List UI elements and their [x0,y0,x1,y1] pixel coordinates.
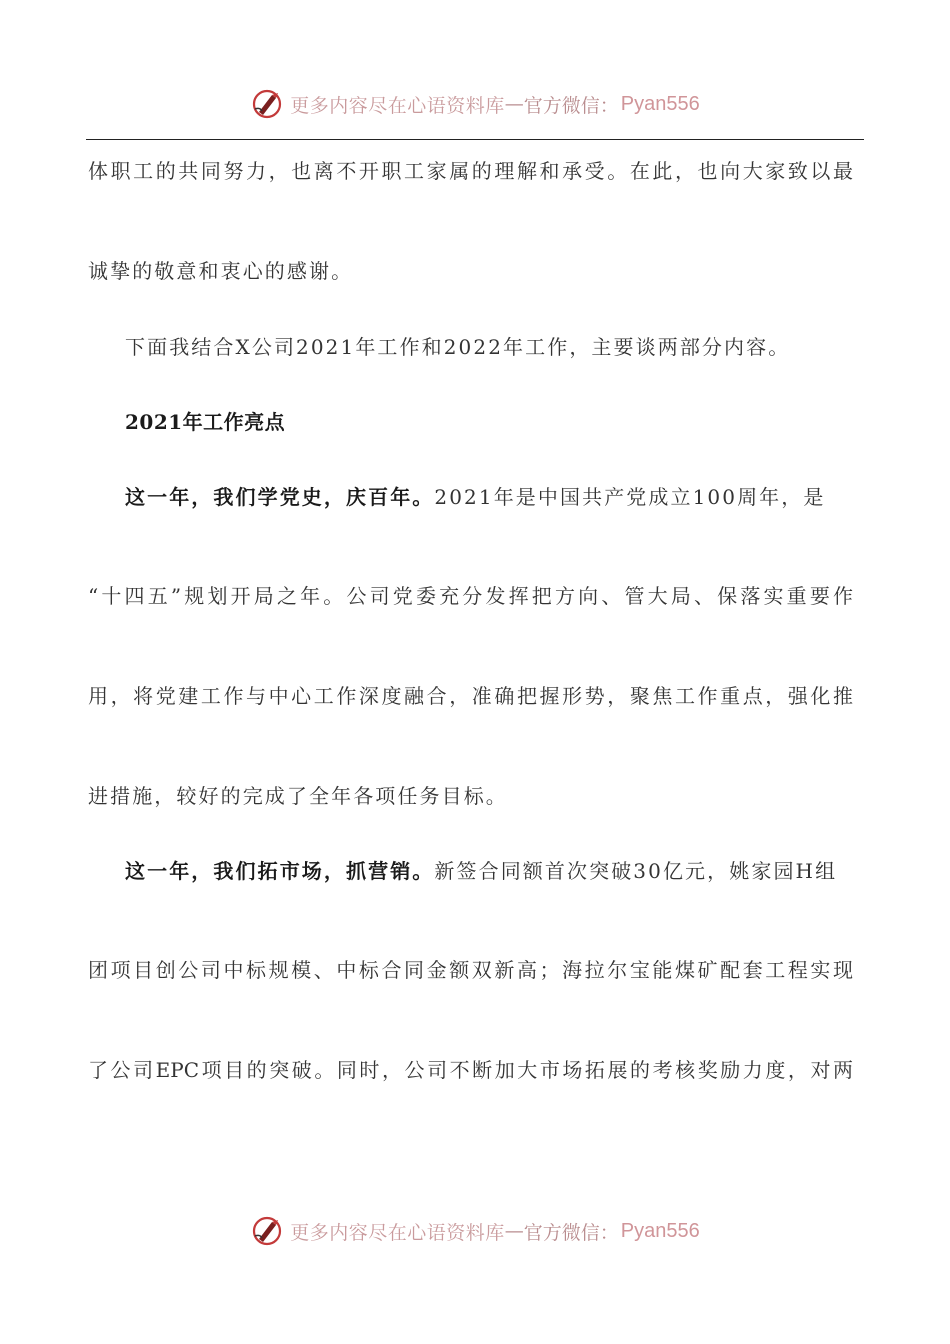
footer-banner [0,1211,950,1251]
footer-site-name: 更多内容尽在心语资料库 [290,1221,505,1244]
footer-separator: — [504,1220,524,1242]
body-line-7: 进措施，较好的完成了全年各项任务目标。 [88,784,508,808]
section-heading: 2021年工作亮点 [125,410,286,434]
body-line-2: 诚挚的敬意和衷心的感谢。 [88,259,354,283]
paragraph-2-first-line [125,857,890,885]
body-line-1: 体职工的共同努力，也离不开职工家属的理解和承受。在此，也向大家致以最 [88,159,853,183]
paragraph-2-lead: 这一年，我们拓市场，抓营销。 [125,859,435,883]
pen-nib-logo-icon [250,1214,284,1248]
header-wechat-label: 官方微信： [523,94,619,117]
body-line-6: 用，将党建工作与中心工作深度融合，准确把握形势，聚焦工作重点，强化推 [88,684,853,708]
pen-nib-logo-icon [250,87,284,121]
footer-wechat-label: 官方微信： [523,1221,619,1244]
paragraph-1-text: 2021年是中国共产党成立100周年，是 [434,485,826,509]
header-rule [86,139,864,140]
paragraph-2-text: 新签合同额首次突破30亿元，姚家园H组 [434,859,838,883]
body-line-5: “十四五”规划开局之年。公司党委充分发挥把方向、管大局、保落实重要作 [88,584,853,608]
header-banner [0,84,950,124]
body-line-3: 下面我结合X公司2021年工作和2022年工作，主要谈两部分内容。 [125,335,791,359]
body-line-9: 团项目创公司中标规模、中标合同金额双新高；海拉尔宝能煤矿配套工程实现 [88,958,853,982]
body-line-10: 了公司EPC项目的突破。同时，公司不断加大市场拓展的考核奖励力度，对两 [88,1058,853,1082]
header-site-name: 更多内容尽在心语资料库 [290,94,505,117]
paragraph-1-first-line [125,483,890,511]
paragraph-1-lead: 这一年，我们学党史，庆百年。 [125,485,435,509]
header-separator: — [504,93,524,115]
footer-wechat-id: Pyan556 [620,1219,700,1242]
header-wechat-id: Pyan556 [620,92,700,115]
